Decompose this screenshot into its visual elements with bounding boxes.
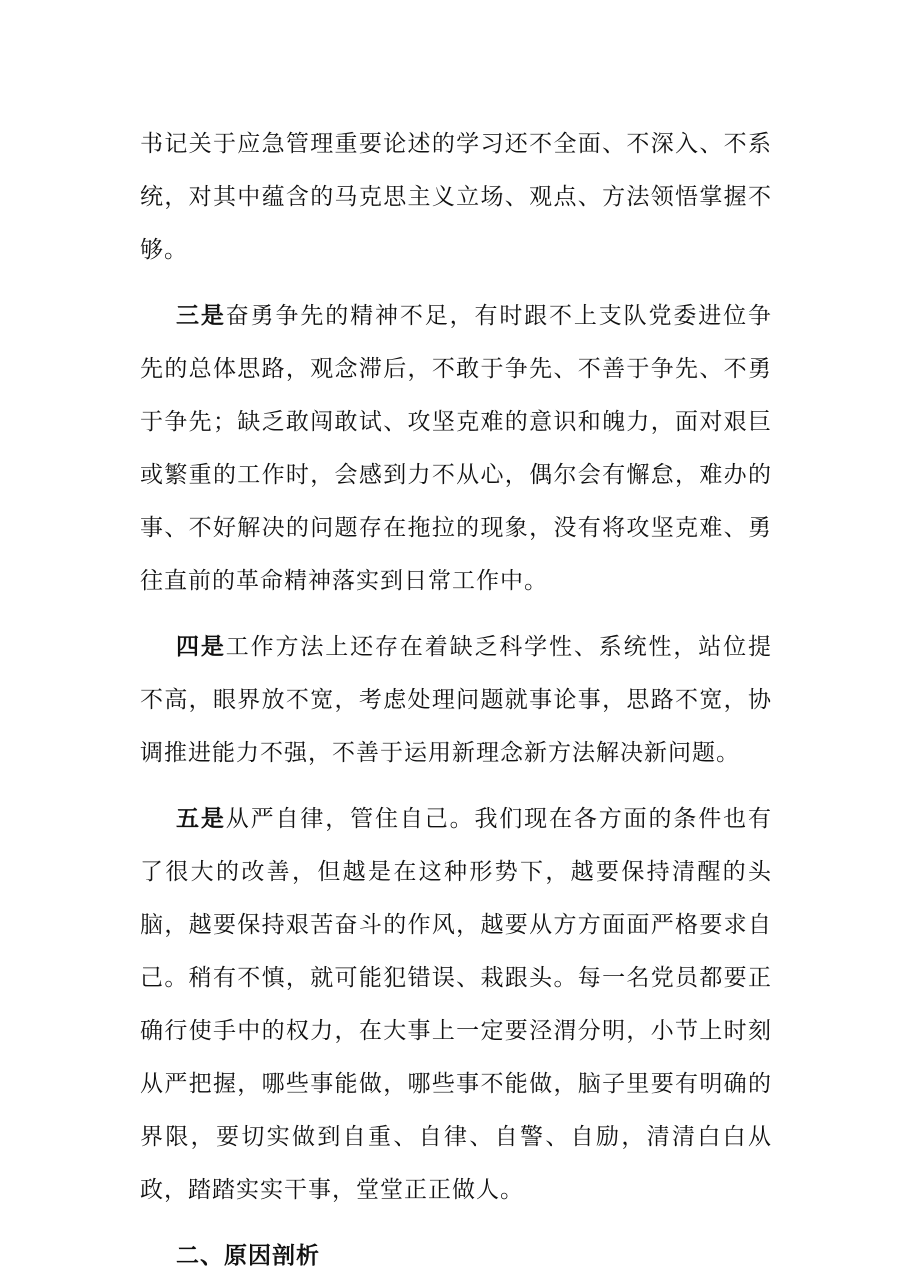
paragraph-text: 工作方法上还存在着缺乏科学性、系统性，站位提不高，眼界放不宽，考虑处理问题就事论事，思路不宽，协调推进能力不强，不善于运用新理念新方法解决新问题。 [140, 634, 773, 766]
paragraph-continued [140, 118, 772, 277]
paragraph-four [140, 620, 772, 780]
paragraph-five [140, 792, 772, 1217]
paragraph-text: 书记关于应急管理重要论述的学习还不全面、不深入、不系统，对其中蕴含的马克思主义立场、观点、方法领悟掌握不够。 [140, 131, 772, 263]
section-heading: 二、原因剖析 [176, 1242, 320, 1269]
paragraph-lead: 五是 [176, 805, 226, 832]
paragraph-lead: 四是 [176, 633, 226, 660]
paragraph-text: 奋勇争先的精神不足，有时跟不上支队党委进位争先的总体思路，观念滞后，不敢于争先、不善于争先、不勇于争先；缺乏敢闯敢试、攻坚克难的意识和魄力，面对艰巨或繁重的工作时，会感到力不从心，偶尔会有懈怠，难办的事、不好解决的问题存在拖拉的现象，没有将攻坚克难、勇往直前的革命精神落实到日常工作中。 [140, 303, 773, 594]
paragraph-three [140, 289, 772, 608]
document-body [140, 118, 772, 1282]
paragraph-text: 从严自律，管住自己。我们现在各方面的条件也有了很大的改善，但越是在这种形势下，越要保持清醒的头脑，越要保持艰苦奋斗的作风，越要从方方面面严格要求自己。稍有不慎，就可能犯错误、栽跟头。每一名党员都要正确行使手中的权力，在大事上一定要泾渭分明，小节上时刻从严把握，哪些事能做，哪些事不能做，脑子里要有明确的界限，要切实做到自重、自律、自警、自励，清清白白从政，踏踏实实干事，堂堂正正做人。 [140, 806, 773, 1203]
paragraph-lead: 三是 [176, 302, 226, 329]
